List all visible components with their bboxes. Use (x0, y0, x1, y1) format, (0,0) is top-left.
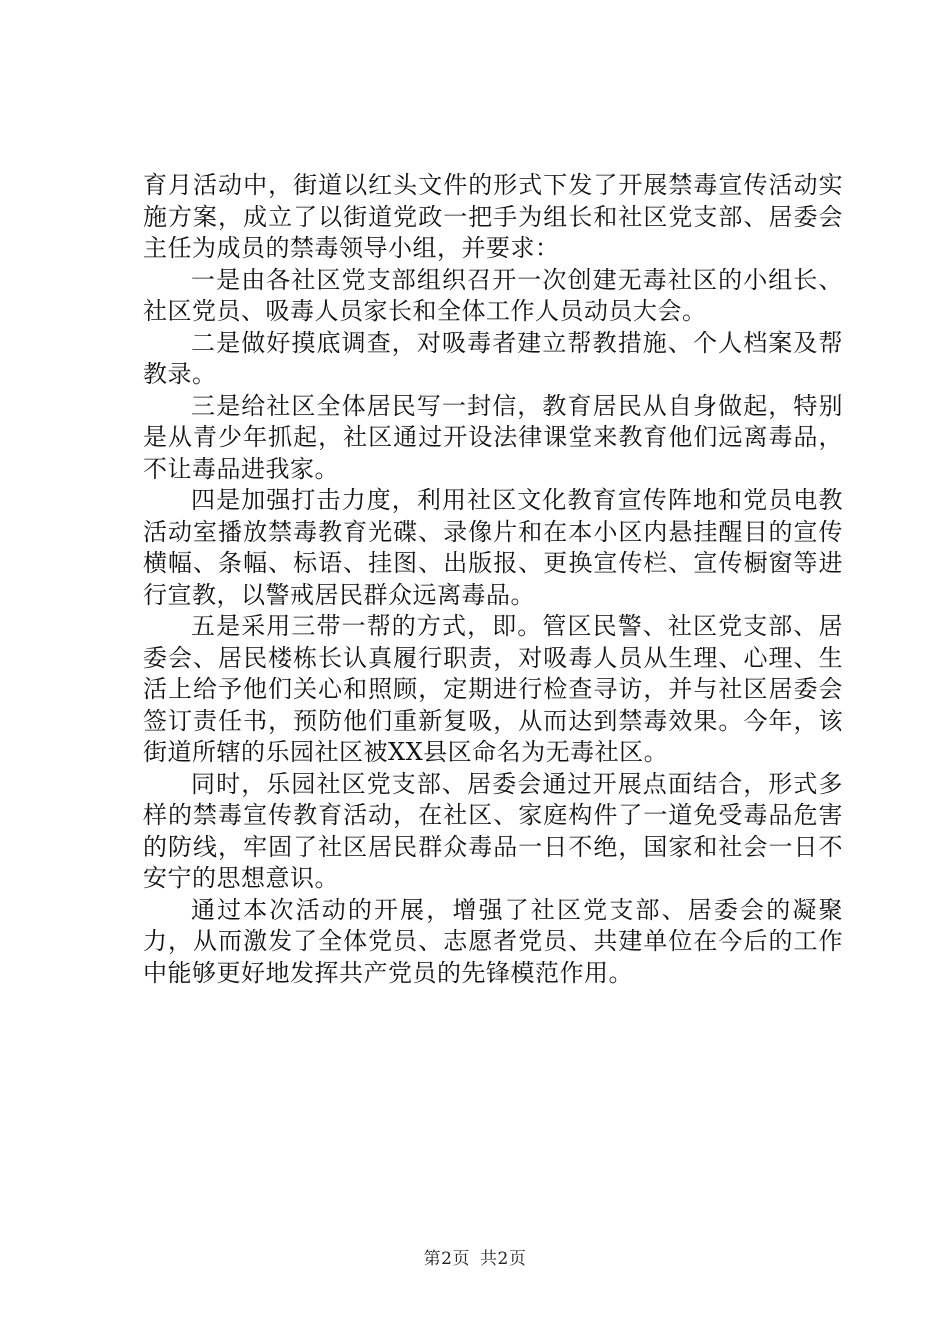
paragraph-meanwhile: 同时，乐园社区党支部、居委会通过开展点面结合，形式多样的禁毒宣传教育活动，在社区、家庭构件了一道免受毒品危害的防线，牢固了社区居民群众毒品一日不绝，国家和社会一日不安宁的思想意识。 (143, 769, 843, 892)
paragraph-item-five: 五是采用三带一帮的方式，即。管区民警、社区党支部、居委会、居民楼栋长认真履行职责，对吸毒人员从生理、心理、生活上给予他们关心和照顾，定期进行检查寻访，并与社区居委会签订责任书，预防他们重新复吸，从而达到禁毒效果。今年，该街道所辖的乐园社区被XX县区命名为无毒社区。 (143, 612, 843, 766)
page-number-current: 第2页 (423, 1249, 470, 1269)
paragraph-intro: 育月活动中，街道以红头文件的形式下发了开展禁毒宣传活动实施方案，成立了以街道党政一把手为组长和社区党支部、居委会主任为成员的禁毒领导小组，并要求： (143, 171, 843, 262)
page-number-total: 共2页 (480, 1249, 527, 1269)
paragraph-item-four: 四是加强打击力度，利用社区文化教育宣传阵地和党员电教活动室播放禁毒教育光碟、录像片和在本小区内悬挂醒目的宣传横幅、条幅、标语、挂图、出版报、更换宣传栏、宣传橱窗等进行宣教，以警戒居民群众远离毒品。 (143, 486, 843, 609)
paragraph-conclusion: 通过本次活动的开展，增强了社区党支部、居委会的凝聚力，从而激发了全体党员、志愿者党员、共建单位在今后的工作中能够更好地发挥共产党员的先锋模范作用。 (143, 895, 843, 987)
paragraph-item-one: 一是由各社区党支部组织召开一次创建无毒社区的小组长、社区党员、吸毒人员家长和全体工作人员动员大会。 (143, 265, 843, 325)
paragraph-item-three: 三是给社区全体居民写一封信，教育居民从自身做起，特别是从青少年抓起，社区通过开设法律课堂来教育他们远离毒品，不让毒品进我家。 (143, 391, 843, 483)
page-footer (0, 1244, 950, 1269)
document-body (143, 170, 843, 989)
paragraph-item-two: 二是做好摸底调查，对吸毒者建立帮教措施、个人档案及帮教录。 (143, 328, 843, 388)
